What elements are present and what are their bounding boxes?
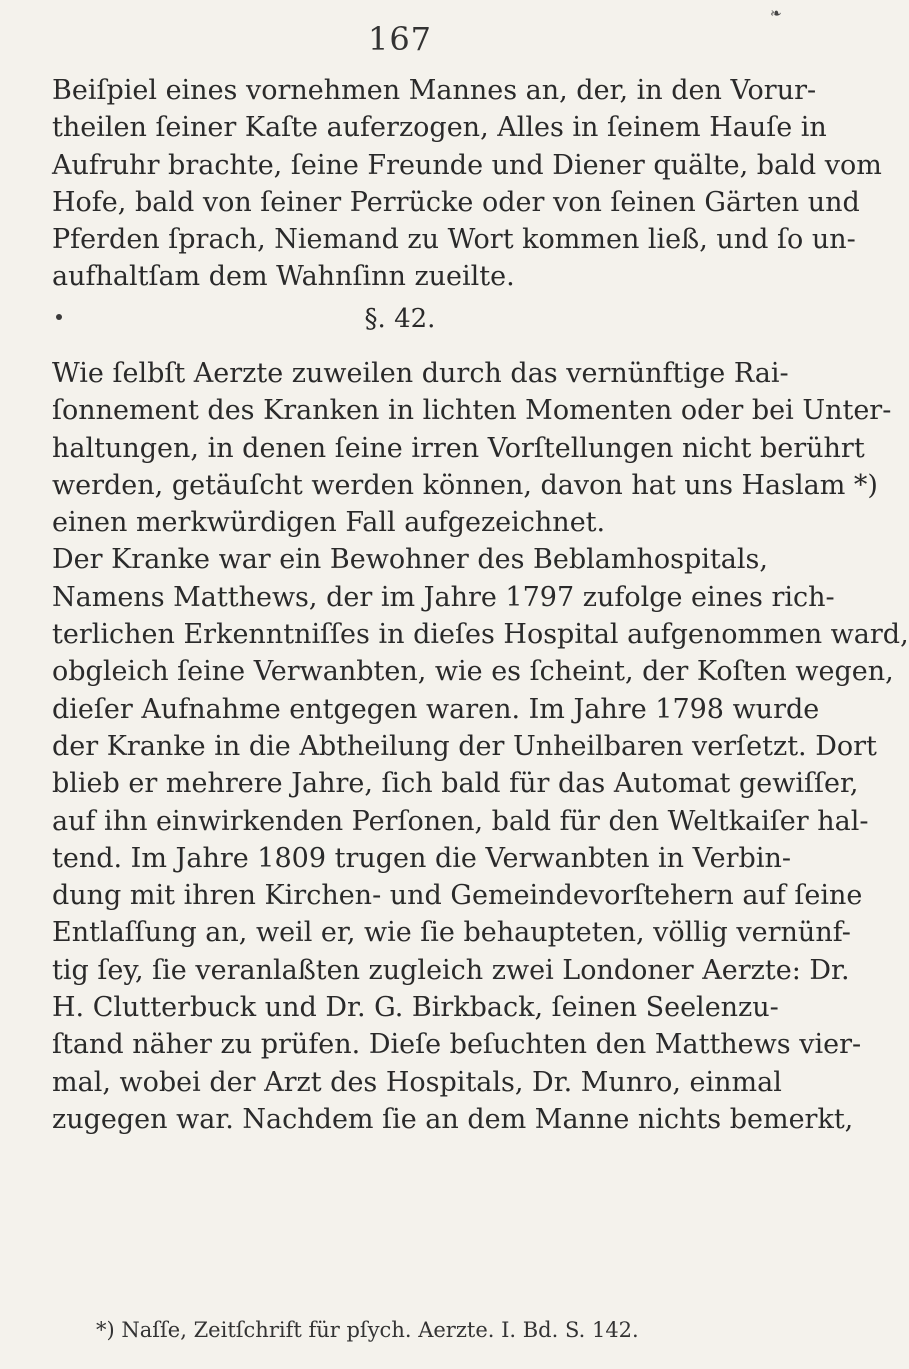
- text-line: tig ſey, ſie veranlaßten zugleich zwei Londoner Aerzte: Dr.: [52, 954, 850, 986]
- footnote: *) Naſſe, Zeitſchrift für pſych. Aerzte. I. Bd. S. 142.: [96, 1318, 639, 1342]
- text-line: aufhaltſam dem Wahnſinn zueilte.: [52, 261, 515, 293]
- text-line: Pferden ſprach, Niemand zu Wort kommen ließ, und ſo un-: [52, 224, 856, 256]
- paragraph-2: [52, 355, 909, 1138]
- text-line: zugegen war. Nachdem ſie an dem Manne nichts bemerkt,: [52, 1103, 854, 1135]
- text-line: haltungen, in denen ſeine irren Vorſtellungen nicht berührt: [52, 432, 865, 464]
- text-line: einen merkwürdigen Fall aufgezeichnet.: [52, 507, 606, 539]
- text-line: der Kranke in die Abtheilung der Unheilbaren verſetzt. Dort: [52, 730, 877, 762]
- page-number: 167: [367, 20, 433, 58]
- text-line: Aufruhr brachte, ſeine Freunde und Diener quälte, bald vom: [52, 149, 882, 181]
- text-line: Wie ſelbſt Aerzte zuweilen durch das vernünftige Rai-: [52, 358, 789, 389]
- text-line: ſtand näher zu prüfen. Dieſe beſuchten den Matthews vier-: [52, 1029, 862, 1061]
- text-line: Hofe, bald von ſeiner Perrücke oder von ſeinen Gärten und: [52, 186, 860, 218]
- text-line: Entlaſſung an, weil er, wie ſie behaupteten, völlig vernünf-: [52, 917, 851, 949]
- paragraph-1: [52, 72, 882, 296]
- text-line: obgleich ſeine Verwanbten, wie es ſcheint, der Koſten wegen,: [52, 656, 894, 688]
- text-line: H. Clutterbuck und Dr. G. Birkback, ſeinen Seelenzu-: [52, 992, 779, 1024]
- text-line: dieſer Aufnahme entgegen waren. Im Jahre 1798 wurde: [52, 693, 820, 725]
- text-line: werden, getäuſcht werden können, davon hat uns Haslam *): [52, 469, 878, 501]
- text-line: terlichen Erkenntniſſes in dieſes Hospital aufgenommen ward,: [52, 619, 909, 651]
- text-line: tend. Im Jahre 1809 trugen die Verwanbten in Verbin-: [52, 842, 791, 874]
- text-line: Namens Matthews, der im Jahre 1797 zufolge eines rich-: [52, 581, 835, 613]
- section-heading: §. 42.: [364, 304, 436, 334]
- text-line: dung mit ihren Kirchen- und Gemeindevorſtehern auf ſeine: [52, 880, 863, 912]
- text-line: theilen ſeiner Kaſte auferzogen, Alles in ſeinem Hauſe in: [52, 112, 827, 144]
- text-line: mal, wobei der Arzt des Hospitals, Dr. Munro, einmal: [52, 1066, 782, 1098]
- text-line: Der Kranke war ein Bewohner des Beblamhospitals,: [52, 544, 768, 576]
- corner-ink-mark: ❧: [770, 6, 782, 22]
- text-line: Beiſpiel eines vornehmen Mannes an, der, in den Vorur-: [52, 75, 817, 106]
- text-line: blieb er mehrere Jahre, ſich bald für das Automat gewiſſer,: [52, 768, 859, 800]
- text-line: ſonnement des Kranken in lichten Momenten oder bei Unter-: [52, 395, 892, 427]
- text-line: auf ihn einwirkenden Perſonen, bald für den Weltkaiſer hal-: [52, 805, 869, 837]
